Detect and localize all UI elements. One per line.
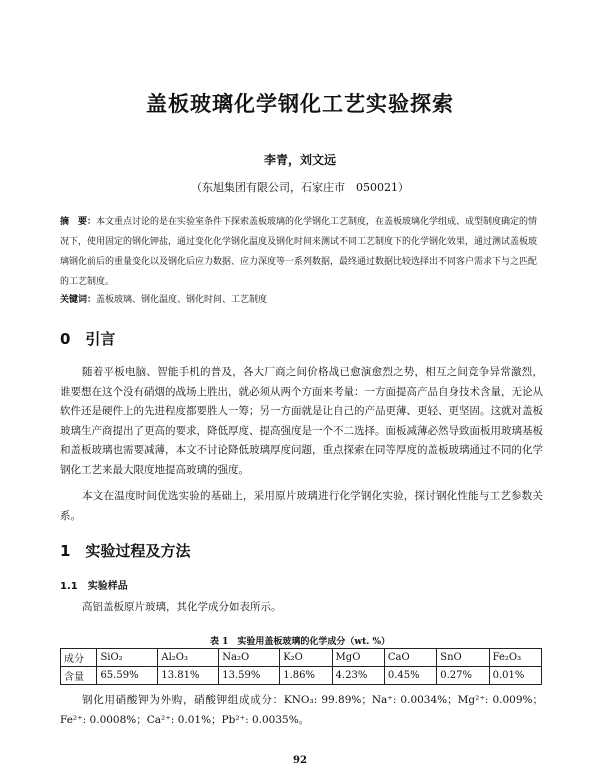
table-cell: 0.01% [489,667,541,685]
table-cell: CaO [384,649,436,667]
keywords-label: 关键词： [60,295,97,305]
table-cell: 1.86% [280,667,332,685]
table-cell: 4.23% [332,667,384,685]
table-cell: 13.81% [158,667,219,685]
section-1-heading: 1 实验过程及方法 [60,542,191,560]
composition-table [60,648,542,685]
subsection-1-1-heading: 1.1 实验样品 [60,581,128,592]
paper-title: 盖板玻璃化学钢化工艺实验探索 [146,92,454,116]
section-0-heading: 0 引言 [60,330,116,348]
table-caption: 表 1 实验用盖板玻璃的化学成分（wt. %） [209,637,391,647]
table-cell: Al₂O₃ [158,649,219,667]
keywords-text: 盖板玻璃、钢化温度、钢化时间、工艺制度 [96,295,268,305]
abstract-label: 摘 要： [60,217,97,227]
abstract [60,212,542,292]
table-header-row [61,649,542,667]
intro-paragraph-2: 本文在温度时间优选实验的基础上，采用原片玻璃进行化学钢化实验，探讨钢化性能与工艺参数关系。 [60,490,543,522]
table-cell: 0.27% [437,667,489,685]
table-cell: 0.45% [384,667,436,685]
table-cell: SiO₂ [97,649,158,667]
table-cell: SnO [437,649,489,667]
table-cell: Fe₂O₃ [489,649,541,667]
intro-paragraph-1: 随着平板电脑、智能手机的普及，各大厂商之间价格战已愈演愈烈之势，相互之间竞争异常激烈，谁要想在这个没有硝烟的战场上胜出，就必须从两个方面来考量：一方面提高产品自身技术含量，无论从软件还是硬件上的先进程度都要胜人一筹；另一方面就是让自己的产品更薄、更轻、更坚固。这就对盖板玻璃生产商提出了更高的要求，降低厚度、提高强度是一个不二选择。面板减薄必然导致面板用玻璃基板和盖板玻璃也需要减薄，本文不讨论降低玻璃厚度问题，重点探索在同等厚度的盖板玻璃通过不同的化学钢化工艺来最大限度地提高玻璃的强度。 [60,366,543,476]
potassium-nitrate-paragraph: 钢化用硝酸钾为外购，硝酸钾组成成分：KNO₃: 99.89%；Na⁺: 0.0034%；Mg²⁺: 0.009%；Fe²⁺: 0.0008%；Ca²⁺: 0.01%；Pb²⁺: 0.0035%。 [60,694,543,726]
page-number: 92 [293,755,307,766]
authors: 李青，刘文远 [263,153,336,167]
table-cell: MgO [332,649,384,667]
table-cell: 含量 [61,667,97,685]
table-cell: 成分 [61,649,97,667]
keywords [60,292,542,305]
affiliation: （东旭集团有限公司，石家庄市 050021） [191,181,409,194]
samples-paragraph: 高铝盖板原片玻璃，其化学成分如表所示。 [82,601,282,613]
table-cell: K₂O [280,649,332,667]
table-cell: 65.59% [97,667,158,685]
table-cell: 13.59% [219,667,280,685]
table-cell: Na₂O [219,649,280,667]
table-row [61,667,542,685]
abstract-text: 本文重点讨论的是在实验室条件下探索盖板玻璃的化学钢化工艺制度，在盖板玻璃化学组成、成型制度确定的情况下，使用固定的钢化钾盐，通过变化化学钢化温度及钢化时间来测试不同工艺制度下的化学钢化效果，通过测试盖板玻璃钢化前后的重量变化以及钢化后应力数据、应力深度等一系列数据，最终通过数据比较选择出不同客户需求下与之匹配的工艺制度。 [60,217,538,287]
